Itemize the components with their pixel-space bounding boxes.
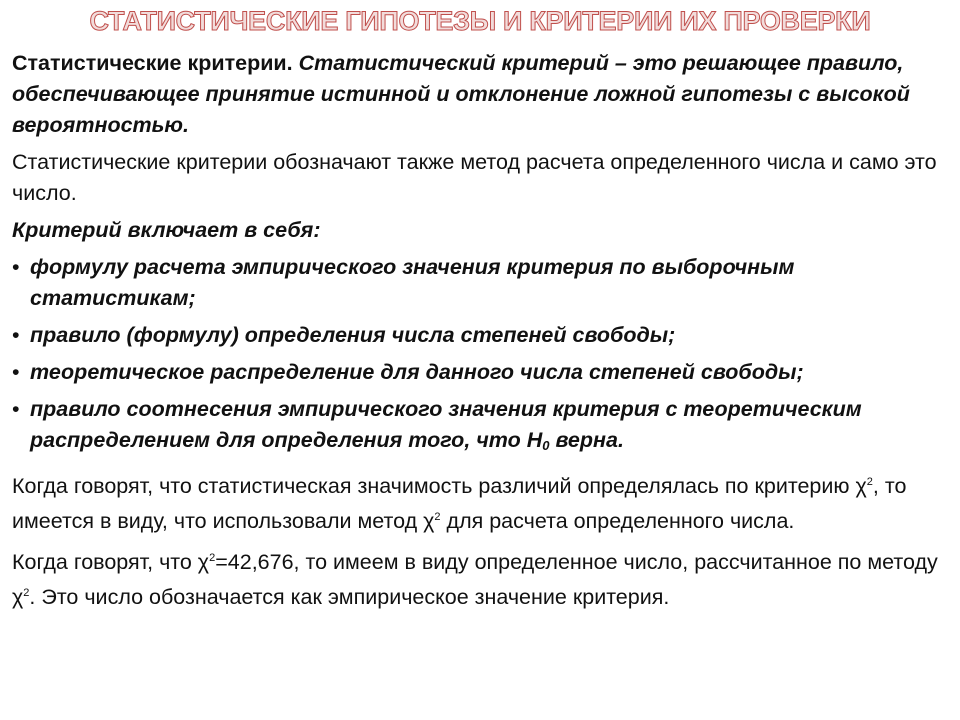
- list-item: [12, 252, 948, 314]
- list-item-text: правило соотнесения эмпирического значения критерия с теоретическим распределением для определения того, что H: [30, 397, 862, 452]
- slide-body: [12, 48, 948, 619]
- value-paragraph: [12, 543, 948, 613]
- definition-paragraph: [12, 48, 948, 141]
- significance-text-2: , то имеется в виду, что использовали метод χ: [12, 474, 907, 533]
- significance-paragraph: [12, 467, 948, 537]
- method-paragraph: Статистические критерии обозначают также метод расчета определенного числа и само это число.: [12, 150, 937, 205]
- value-text-1: Когда говорят, что χ: [12, 550, 210, 574]
- chi-square-superscript: 2: [209, 552, 216, 564]
- includes-heading: Критерий включает в себя:: [12, 218, 321, 242]
- list-item-text: правило (формулу) определения числа степеней свободы;: [30, 323, 676, 347]
- value-text-3: . Это число обозначается как эмпирическое значение критерия.: [29, 585, 670, 609]
- bullet-icon: •: [12, 323, 20, 347]
- list-item: [12, 320, 948, 351]
- chi-square-superscript: 2: [434, 511, 441, 523]
- chi-square-superscript: 2: [866, 476, 873, 488]
- list-item-text-end: верна.: [549, 428, 624, 452]
- bullet-icon: •: [12, 360, 20, 384]
- bullet-icon: •: [12, 255, 20, 279]
- slide-title: СТАТИСТИЧЕСКИЕ ГИПОТЕЗЫ И КРИТЕРИИ ИХ ПРОВЕРКИ: [89, 6, 871, 36]
- h0-subscript: 0: [542, 438, 550, 453]
- list-item-text: теоретическое распределение для данного числа степеней свободы;: [30, 360, 804, 384]
- chi-square-superscript: 2: [23, 587, 30, 599]
- bullet-icon: •: [12, 397, 20, 421]
- significance-text-3: для расчета определенного числа.: [440, 509, 795, 533]
- criteria-components-list: [12, 252, 948, 461]
- definition-term: Статистические критерии.: [12, 51, 293, 75]
- list-item: [12, 394, 948, 461]
- definition-text: Статистический критерий – это решающее правило, обеспечивающее принятие истинной и отклонение ложной гипотезы с высокой вероятностью.: [12, 51, 910, 137]
- value-text-2: =42,676, то имеем в виду определенное число, рассчитанное по методу χ: [12, 550, 938, 609]
- list-item-text: формулу расчета эмпирического значения критерия по выборочным статистикам;: [30, 255, 795, 310]
- list-item: [12, 357, 948, 388]
- significance-text-1: Когда говорят, что статистическая значимость различий определялась по критерию χ: [12, 474, 867, 498]
